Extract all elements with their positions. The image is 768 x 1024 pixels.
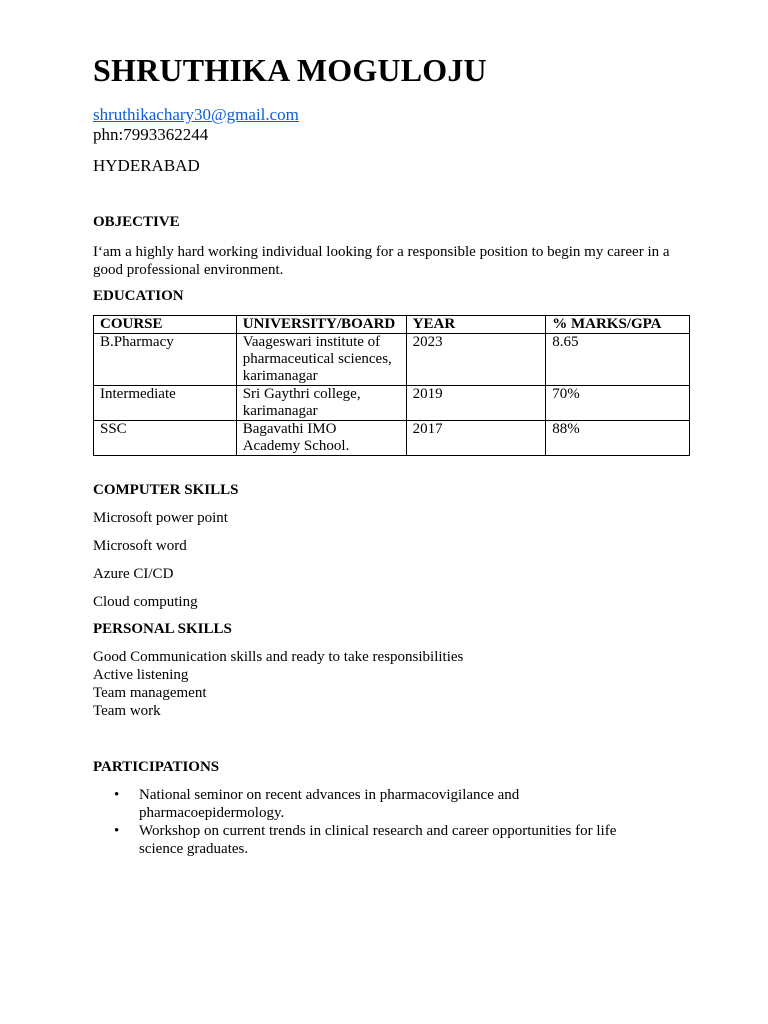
university-line: karimanagar <box>242 403 318 419</box>
education-heading: EDUCATION <box>93 288 184 304</box>
computer-skill-item: Cloud computing <box>93 594 198 610</box>
university-cell <box>236 421 406 456</box>
course-cell: B.Pharmacy <box>94 334 237 386</box>
computer-skill-item: Microsoft power point <box>93 510 228 526</box>
participation-line: science graduates. <box>139 841 249 857</box>
personal-skill-item: Team work <box>93 703 161 719</box>
objective-heading: OBJECTIVE <box>93 214 180 230</box>
bullet-icon: • <box>114 823 120 839</box>
bullet-icon: • <box>114 787 120 803</box>
university-line: Vaageswari institute of <box>242 334 381 350</box>
column-header-marks: % MARKS/GPA <box>546 316 690 334</box>
table-row <box>94 421 690 456</box>
personal-skill-item: Team management <box>93 685 207 701</box>
marks-cell: 88% <box>546 421 690 456</box>
year-cell: 2023 <box>406 334 546 386</box>
list-item <box>93 822 693 858</box>
university-cell <box>236 334 406 386</box>
university-line: Bagavathi IMO <box>242 421 337 437</box>
university-line: pharmaceutical sciences, <box>242 351 392 367</box>
education-table <box>93 315 690 456</box>
year-cell: 2017 <box>406 421 546 456</box>
computer-skill-item: Azure CI/CD <box>93 566 174 582</box>
personal-skills-heading: PERSONAL SKILLS <box>93 621 232 637</box>
personal-skill-item: Active listening <box>93 667 189 683</box>
personal-skill-item: Good Communication skills and ready to take responsibilities <box>93 649 464 665</box>
candidate-name: SHRUTHIKA MOGULOJU <box>93 52 487 88</box>
year-cell: 2019 <box>406 386 546 421</box>
column-header-year: YEAR <box>406 316 546 334</box>
table-row <box>94 334 690 386</box>
list-item <box>93 786 693 822</box>
participation-line: National seminor on recent advances in pharmacovigilance and <box>139 787 520 803</box>
participation-line: pharmacoepidermology. <box>139 805 285 821</box>
computer-skill-item: Microsoft word <box>93 538 187 554</box>
university-line: Sri Gaythri college, <box>242 386 361 402</box>
course-cell: Intermediate <box>94 386 237 421</box>
participation-line: Workshop on current trends in clinical research and career opportunities for life <box>139 823 617 839</box>
university-line: Academy School. <box>242 438 350 454</box>
participations-heading: PARTICIPATIONS <box>93 759 220 775</box>
marks-cell: 70% <box>546 386 690 421</box>
education-header-row <box>94 316 690 334</box>
university-cell <box>236 386 406 421</box>
city: HYDERABAD <box>93 156 200 175</box>
table-row <box>94 386 690 421</box>
column-header-course: COURSE <box>94 316 237 334</box>
university-line: karimanagar <box>242 368 318 384</box>
objective-text: I‘am a highly hard working individual looking for a responsible position to begin my career in a good professional environment. <box>93 244 670 278</box>
marks-cell: 8.65 <box>546 334 690 386</box>
column-header-university: UNIVERSITY/BOARD <box>236 316 406 334</box>
personal-skills-list <box>93 648 463 720</box>
email-link[interactable]: shruthikachary30@gmail.com <box>93 105 299 124</box>
computer-skills-heading: COMPUTER SKILLS <box>93 482 239 498</box>
course-cell: SSC <box>94 421 237 456</box>
participations-list <box>93 786 693 858</box>
phone-number: phn:7993362244 <box>93 125 209 144</box>
